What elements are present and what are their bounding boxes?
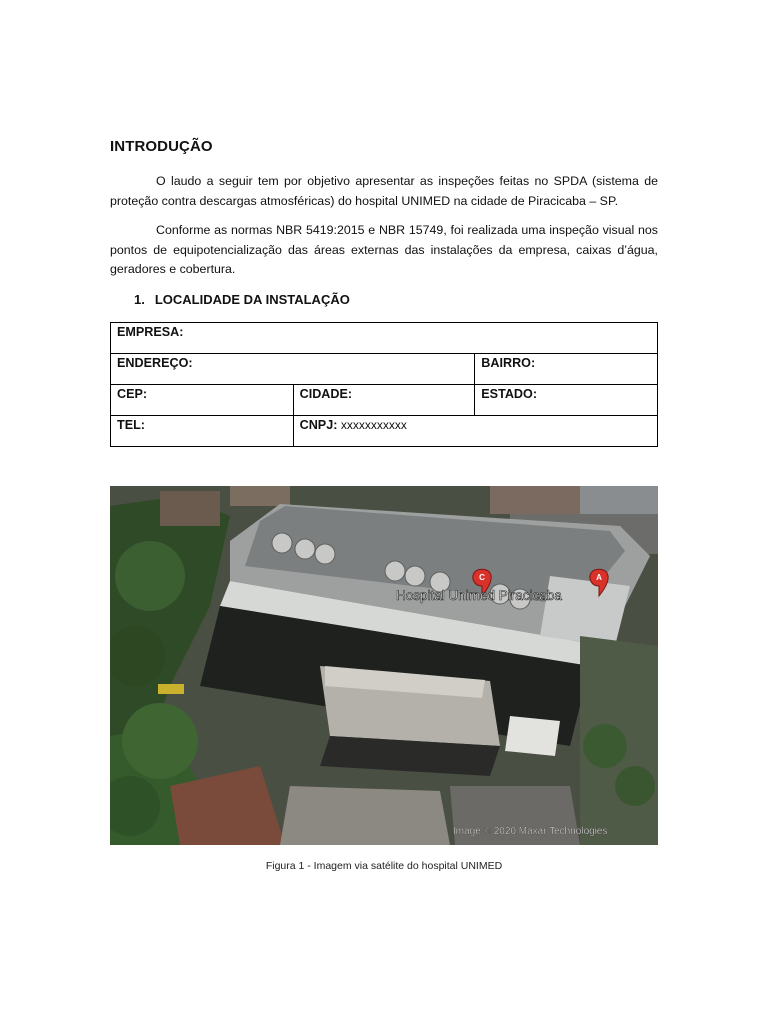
- empresa-label: EMPRESA:: [117, 325, 184, 339]
- cell-estado: [475, 385, 658, 416]
- cell-cnpj: [293, 416, 657, 447]
- table-row-tel: [111, 416, 658, 447]
- cnpj-label: CNPJ:: [299, 418, 338, 432]
- estado-label: ESTADO:: [481, 387, 538, 401]
- section-heading-localidade: [134, 292, 350, 307]
- table-row-empresa: [111, 323, 658, 354]
- cell-bairro: [475, 354, 658, 385]
- figure-caption: Figura 1 - Imagem via satélite do hospital UNIMED: [265, 860, 503, 872]
- bairro-label: BAIRRO:: [481, 356, 536, 370]
- intro-heading: INTRODUÇÃO: [110, 138, 213, 155]
- cell-empresa: [111, 323, 658, 354]
- cidade-label: CIDADE:: [299, 387, 353, 401]
- cep-label: CEP:: [117, 387, 148, 401]
- section-title: LOCALIDADE DA INSTALAÇÃO: [154, 292, 350, 307]
- installation-info-table: [110, 322, 658, 447]
- imagery-watermark: Image © 2020 Maxar Technologies: [453, 826, 608, 837]
- cell-tel: [111, 416, 294, 447]
- cell-cidade: [293, 385, 475, 416]
- table-row-endereco: [111, 354, 658, 385]
- intro-paragraph-1: O laudo a seguir tem por objetivo apresentar as inspeções feitas no SPDA (sistema de proteção contra descargas atmosféricas) do hospital UNIMED na cidade de Piracicaba – SP.: [110, 174, 658, 208]
- svg-text:A: A: [596, 573, 602, 582]
- tel-label: TEL:: [117, 418, 145, 432]
- intro-paragraph-2: Conforme as normas NBR 5419:2015 e NBR 15749, foi realizada uma inspeção visual nos pontos de equipotencialização das áreas externas das instalações da empresa, caixas d’água, geradores e cobertura.: [110, 223, 658, 276]
- cell-cep: [111, 385, 294, 416]
- table-row-cep: [111, 385, 658, 416]
- map-label: Hospital Unimed Piracicaba: [396, 588, 562, 603]
- cnpj-value: xxxxxxxxxxx: [340, 418, 407, 432]
- section-number: 1.: [134, 292, 145, 307]
- svg-text:C: C: [479, 573, 485, 582]
- cell-endereco: [111, 354, 475, 385]
- endereco-label: ENDEREÇO:: [117, 356, 193, 370]
- satellite-image: [110, 486, 658, 845]
